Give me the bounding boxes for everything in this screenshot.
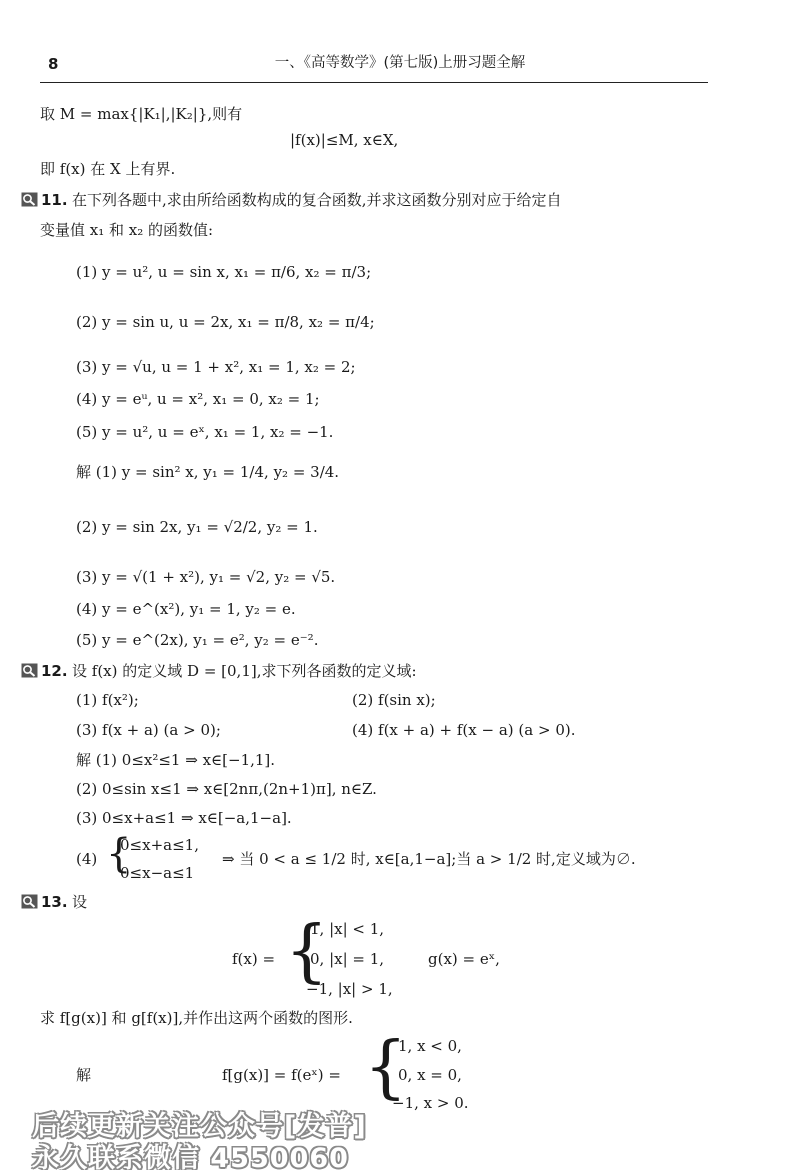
p12-subquestion-4: (4) f(x + a) + f(x − a) (a > 0). [352,721,576,739]
page-number: 8 [48,55,59,73]
subquestion-1: (1) y = u², u = sin x, x₁ = π/6, x₂ = π/3; [76,263,372,281]
p12-answer-4-conclusion: ⇒ 当 0 < a ≤ 1/2 时, x∈[a,1−a];当 a > 1/2 时,定义域为∅. [222,850,636,868]
p12-subquestion-3: (3) f(x + a) (a > 0); [76,721,221,739]
magnifier-icon [21,663,38,678]
problem-12-text: 设 f(x) 的定义域 D = [0,1],求下列各函数的定义域: [72,662,417,680]
watermark-line-2: 永久联系微信 4550060 [32,1143,349,1170]
f-case-1: 1, |x| < 1, [310,920,385,938]
fg-lhs: f[g(x)] = f(eˣ) = [222,1066,341,1084]
display-formula: |f(x)|≤M, x∈X, [290,131,399,149]
problem-11-text: 变量值 x₁ 和 x₂ 的函数值: [40,221,214,239]
subquestion-5: (5) y = u², u = eˣ, x₁ = 1, x₂ = −1. [76,423,334,441]
p12-answer-4-case-top: 0≤x+a≤1, [120,836,199,854]
p12-subquestion-2: (2) f(sin x); [352,691,436,709]
f-case-3: −1, |x| > 1, [306,980,393,998]
f-case-2: 0, |x| = 1, [310,950,385,968]
problem-13-question: 求 f[g(x)] 和 g[f(x)],并作出这两个函数的图形. [40,1009,353,1027]
f-definition-lhs: f(x) = [232,950,276,968]
p12-answer-4-case-bottom: 0≤x−a≤1 [120,864,195,882]
left-brace: { [285,912,329,991]
fg-case-2: 0, x = 0, [398,1066,462,1084]
problem-number-13: 13. [41,893,68,911]
answer-1: 解 (1) y = sin² x, y₁ = 1/4, y₂ = 3/4. [76,463,340,481]
watermark-line-1: 后续更新关注公众号[发普] [32,1111,367,1142]
p12-answer-4-label: (4) [76,850,98,868]
subquestion-2: (2) y = sin u, u = 2x, x₁ = π/8, x₂ = π/4; [76,313,375,331]
problem-number-12: 12. [41,662,68,680]
answer-3: (3) y = √(1 + x²), y₁ = √2, y₂ = √5. [76,568,336,586]
magnifier-icon [21,192,38,207]
text-line: 即 f(x) 在 X 上有界. [40,160,176,178]
p12-answer-2: (2) 0≤sin x≤1 ⇒ x∈[2nπ,(2n+1)π], n∈Z. [76,780,377,798]
p12-answer-1: 解 (1) 0≤x²≤1 ⇒ x∈[−1,1]. [76,751,276,769]
answer-2: (2) y = sin 2x, y₁ = √2/2, y₂ = 1. [76,518,318,536]
problem-number-11: 11. [41,191,68,209]
problem-13-text: 设 [72,893,88,911]
left-brace: { [364,1028,408,1107]
answer-5: (5) y = e^(2x), y₁ = e², y₂ = e⁻². [76,631,319,649]
problem-11-text: 在下列各题中,求由所给函数构成的复合函数,并求这函数分别对应于给定自 [72,191,562,209]
subquestion-4: (4) y = eᵘ, u = x², x₁ = 0, x₂ = 1; [76,390,320,408]
header-rule [40,82,708,83]
p12-subquestion-1: (1) f(x²); [76,691,139,709]
magnifier-icon [21,894,38,909]
solution-label: 解 [76,1066,92,1084]
fg-case-3: −1, x > 0. [392,1094,469,1112]
answer-4: (4) y = e^(x²), y₁ = 1, y₂ = e. [76,600,296,618]
fg-case-1: 1, x < 0, [398,1037,462,1055]
p12-answer-3: (3) 0≤x+a≤1 ⇒ x∈[−a,1−a]. [76,809,292,827]
g-definition: g(x) = eˣ, [428,950,500,968]
left-brace: { [106,831,132,877]
text-line: 取 M = max{|K₁|,|K₂|},则有 [40,105,243,123]
subquestion-3: (3) y = √u, u = 1 + x², x₁ = 1, x₂ = 2; [76,358,356,376]
running-header-title: 一、《高等数学》(第七版)上册习题全解 [274,55,526,71]
